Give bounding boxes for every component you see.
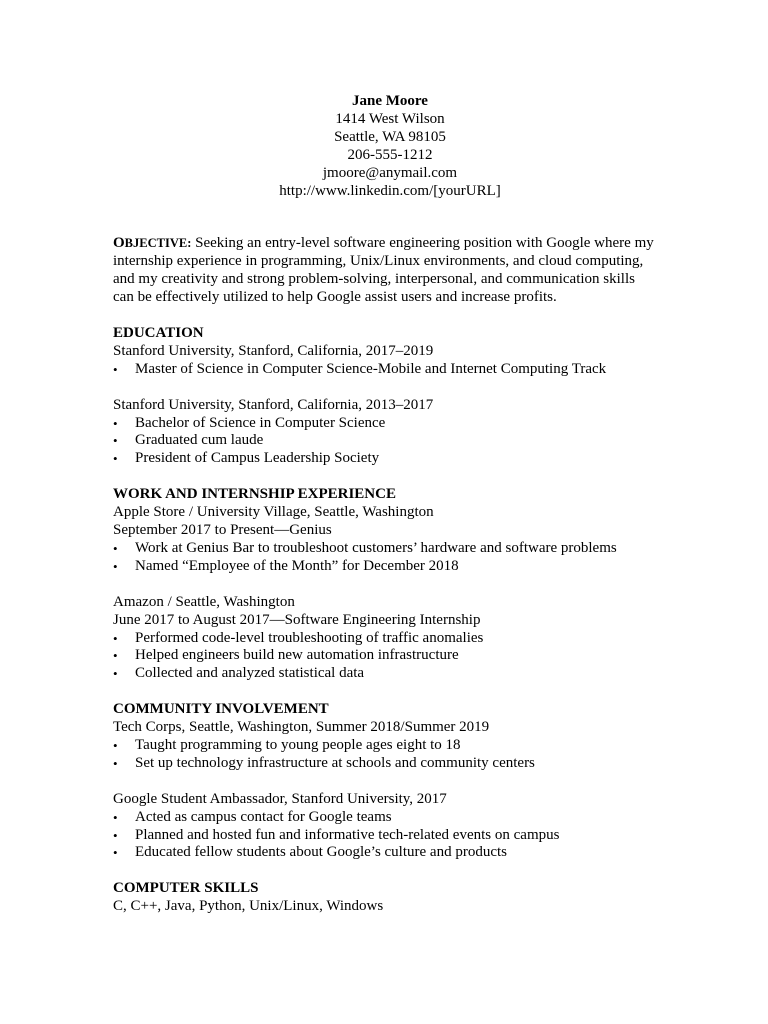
skills-section (113, 880, 673, 916)
candidate-name: Jane Moore (352, 93, 428, 109)
objective-line: OBJECTIVE: Seeking an entry-level software engineering position with Google where my (113, 235, 654, 252)
objective-line: and my creativity and strong problem-solving, interpersonal, and communication skills (113, 271, 635, 288)
section-heading: COMPUTER SKILLS (113, 880, 259, 897)
section-heading: EDUCATION (113, 325, 204, 342)
entry-heading: Apple Store / University Village, Seattle, Washington (113, 504, 434, 521)
linkedin-url: http://www.linkedin.com/[yourURL] (279, 182, 501, 199)
bullet-list (113, 540, 673, 576)
bullet-icon: • (113, 433, 118, 449)
entry-subheading: June 2017 to August 2017—Software Engineering Internship (113, 611, 481, 628)
list-item: • President of Campus Leadership Society (113, 450, 380, 467)
objective-line: can be effectively utilized to help Google assist users and increase profits. (113, 289, 557, 306)
contact-header (107, 93, 673, 200)
section-heading: COMMUNITY INVOLVEMENT (113, 701, 329, 718)
bullet-icon: • (113, 451, 118, 467)
bullet-icon: • (113, 541, 118, 557)
bullet-list (113, 361, 673, 379)
bullet-icon: • (113, 809, 118, 825)
street-address: 1414 West Wilson (335, 110, 445, 127)
entry-subheading: September 2017 to Present—Genius (113, 522, 332, 539)
bullet-icon: • (113, 415, 118, 431)
education-entry (113, 343, 673, 379)
resume-page (113, 93, 673, 916)
city-state-zip: Seattle, WA 98105 (334, 128, 446, 145)
bullet-icon: • (113, 845, 118, 861)
bullet-icon: • (113, 558, 118, 574)
bullet-icon: • (113, 738, 118, 754)
list-item: • Taught programming to young people ages eight to 18 (113, 737, 461, 754)
community-section (113, 701, 673, 862)
bullet-list (113, 809, 673, 863)
bullet-list (113, 415, 673, 469)
work-entry (113, 504, 673, 576)
community-entry (113, 719, 673, 773)
community-entry (113, 791, 673, 863)
email-address: jmoore@anymail.com (322, 164, 458, 181)
list-item: • Master of Science in Computer Science-Mobile and Internet Computing Track (113, 360, 607, 377)
list-item: • Bachelor of Science in Computer Science (113, 414, 386, 431)
skills-list: C, C++, Java, Python, Unix/Linux, Windows (113, 898, 384, 915)
bullet-icon: • (113, 361, 118, 377)
list-item: • Planned and hosted fun and informative tech-related events on campus (113, 826, 560, 843)
phone-number: 206-555-1212 (347, 146, 433, 163)
list-item: • Set up technology infrastructure at schools and community centers (113, 754, 535, 771)
work-entry (113, 594, 673, 684)
education-section (113, 325, 673, 468)
entry-heading: Amazon / Seattle, Washington (113, 593, 295, 610)
bullet-icon: • (113, 630, 118, 646)
entry-heading: Tech Corps, Seattle, Washington, Summer 2018/Summer 2019 (113, 719, 490, 736)
list-item: • Helped engineers build new automation infrastructure (113, 647, 459, 664)
list-item: • Work at Genius Bar to troubleshoot customers’ hardware and software problems (113, 540, 617, 557)
list-item: • Named “Employee of the Month” for December 2018 (113, 557, 459, 574)
bullet-icon: • (113, 827, 118, 843)
list-item: • Performed code-level troubleshooting of traffic anomalies (113, 629, 484, 646)
bullet-list (113, 630, 673, 684)
education-entry (113, 397, 673, 469)
objective-label: OBJECTIVE: (113, 235, 192, 252)
entry-heading: Stanford University, Stanford, California, 2013–2017 (113, 396, 434, 413)
bullet-list (113, 737, 673, 773)
bullet-icon: • (113, 755, 118, 771)
list-item: • Graduated cum laude (113, 432, 264, 449)
objective-section (113, 235, 673, 307)
list-item: • Collected and analyzed statistical data (113, 665, 365, 682)
work-section (113, 486, 673, 683)
entry-heading: Stanford University, Stanford, California, 2017–2019 (113, 342, 434, 359)
entry-heading: Google Student Ambassador, Stanford University, 2017 (113, 790, 447, 807)
objective-line: internship experience in programming, Unix/Linux environments, and cloud computing, (113, 253, 644, 270)
bullet-icon: • (113, 648, 118, 664)
bullet-icon: • (113, 666, 118, 682)
list-item: • Acted as campus contact for Google teams (113, 808, 392, 825)
section-heading: WORK AND INTERNSHIP EXPERIENCE (113, 486, 396, 503)
list-item: • Educated fellow students about Google’s culture and products (113, 844, 507, 861)
